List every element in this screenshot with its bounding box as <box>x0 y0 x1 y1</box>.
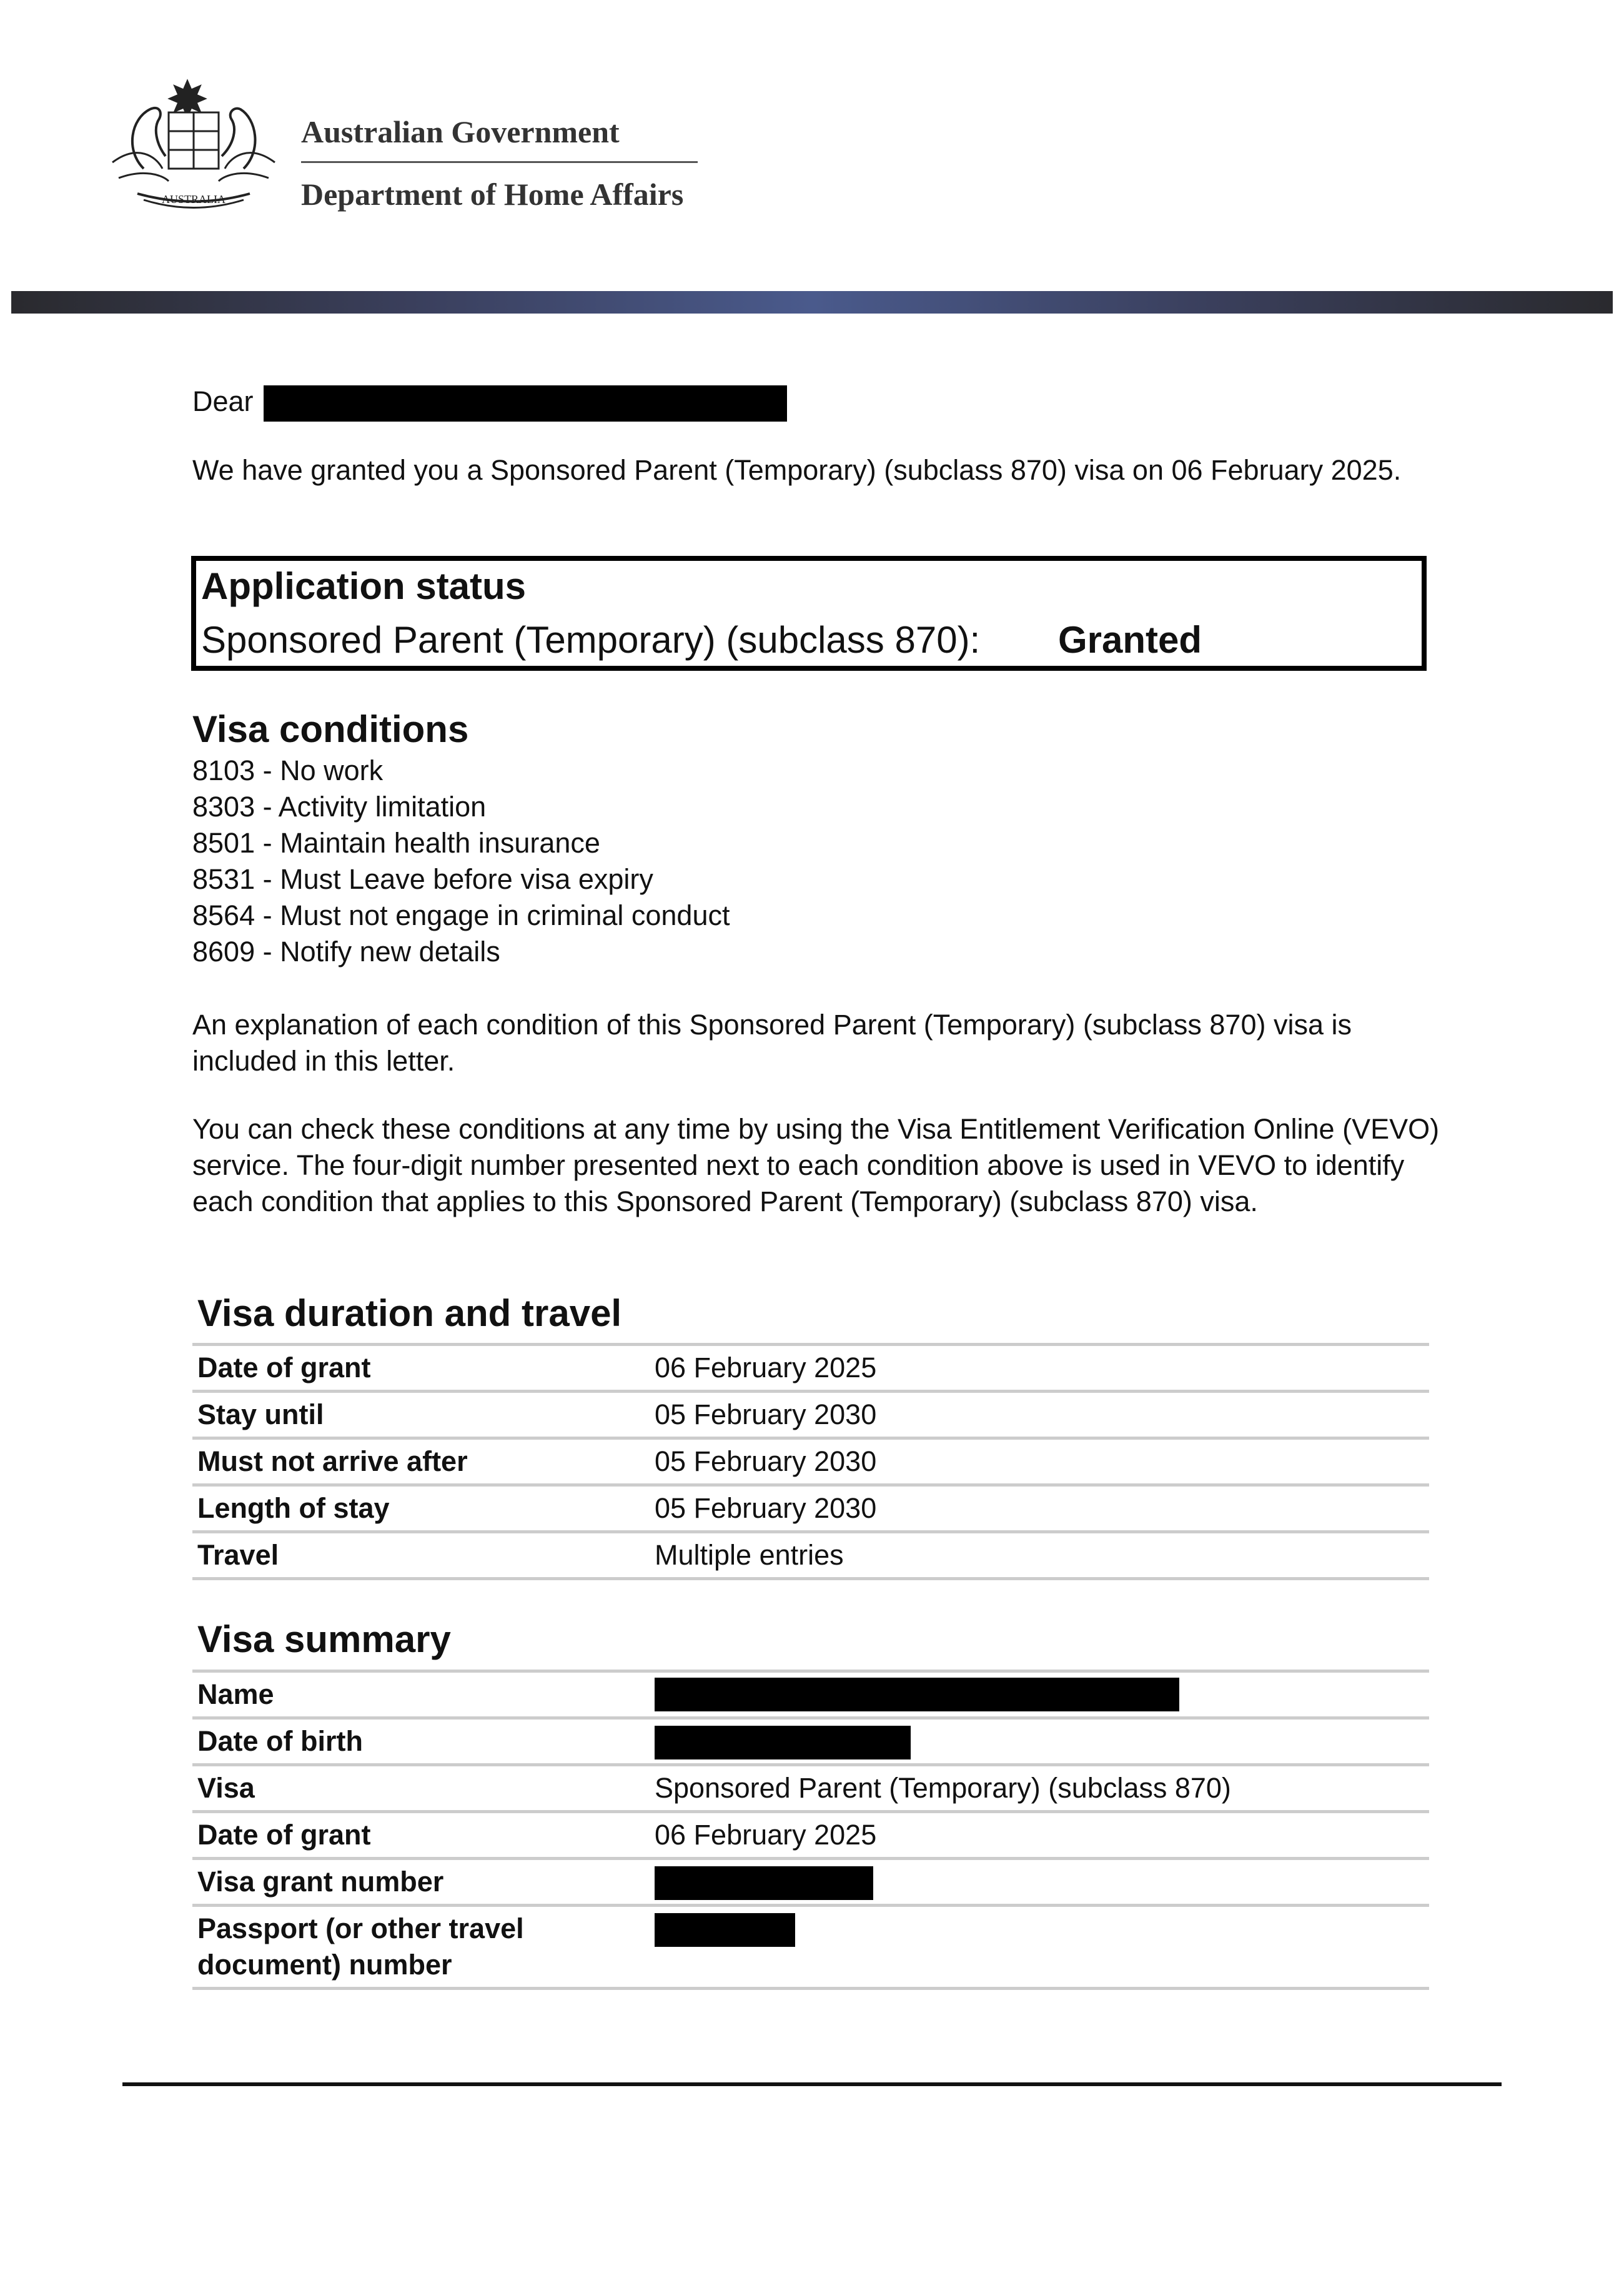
visa-conditions-title: Visa conditions <box>192 708 469 750</box>
application-status-title: Application status <box>201 565 527 607</box>
row-value: 05 February 2030 <box>655 1398 877 1430</box>
row-value: Multiple entries <box>655 1539 844 1571</box>
row-value: 06 February 2025 <box>655 1352 877 1383</box>
condition-item: 8564 - Must not engage in criminal conduct <box>192 899 730 931</box>
row-label: Date of grant <box>197 1352 371 1383</box>
table-row <box>192 1907 1429 1990</box>
footer-divider <box>122 2082 1502 2086</box>
summary-table-title: Visa summary <box>197 1618 451 1660</box>
table-row <box>192 1487 1429 1533</box>
row-value: Sponsored Parent (Temporary) (subclass 870) <box>655 1772 1231 1804</box>
duration-table-title: Visa duration and travel <box>197 1292 622 1334</box>
department-name: Department of Home Affairs <box>301 177 684 212</box>
row-value <box>655 1676 1179 1713</box>
row-label: Visa <box>197 1772 255 1804</box>
table-row <box>192 1860 1429 1907</box>
visa-conditions-list <box>192 753 730 970</box>
table-row <box>192 1440 1429 1487</box>
row-value: 05 February 2030 <box>655 1445 877 1477</box>
row-value: 06 February 2025 <box>655 1819 877 1851</box>
grant-intro: We have granted you a Sponsored Parent (Temporary) (subclass 870) visa on 06 February 2025. <box>192 454 1402 486</box>
table-row <box>192 1766 1429 1813</box>
row-label: Travel <box>197 1539 279 1571</box>
row-label: Must not arrive after <box>197 1445 468 1477</box>
header-banner <box>11 291 1613 314</box>
condition-item: 8609 - Notify new details <box>192 936 500 967</box>
row-label: Date of birth <box>197 1725 363 1757</box>
redacted-date-of-birth <box>655 1726 911 1759</box>
row-label: Length of stay <box>197 1492 390 1524</box>
row-label: Passport (or other travel document) number <box>197 1913 524 1981</box>
table-row <box>192 1720 1429 1766</box>
conditions-explanation: An explanation of each condition of this Sponsored Parent (Temporary) (subclass 870) visa is included in this letter. <box>192 1009 1352 1077</box>
condition-item: 8303 - Activity limitation <box>192 791 487 823</box>
redacted-visa-grant-number <box>655 1866 873 1900</box>
vevo-paragraph: You can check these conditions at any time by using the Visa Entitlement Verification Online (VEVO) service. The four-digit number presented next to each condition above is used in VEVO to identify each condition that applies to this Sponsored Parent (Temporary) (subclass 870) visa. <box>192 1113 1440 1217</box>
row-label: Date of grant <box>197 1819 371 1851</box>
row-label: Visa grant number <box>197 1866 444 1898</box>
condition-item: 8103 - No work <box>192 755 384 786</box>
condition-item: 8531 - Must Leave before visa expiry <box>192 863 653 895</box>
redacted-recipient-name <box>264 385 787 422</box>
redacted-passport-number <box>655 1913 795 1947</box>
row-label: Name <box>197 1678 274 1710</box>
table-row <box>192 1393 1429 1440</box>
salutation: Dear <box>192 385 254 417</box>
table-row <box>192 1346 1429 1393</box>
summary-table <box>192 1670 1429 1990</box>
condition-item: 8501 - Maintain health insurance <box>192 827 600 859</box>
row-value <box>655 1864 873 1900</box>
government-name: Australian Government <box>301 114 620 149</box>
coat-of-arms-icon <box>100 75 287 219</box>
svg-text:AUSTRALIA: AUSTRALIA <box>162 193 225 205</box>
application-status-label: Sponsored Parent (Temporary) (subclass 870): <box>201 619 981 661</box>
row-value <box>655 1723 911 1759</box>
application-status-value: Granted <box>1058 619 1202 661</box>
row-label: Stay until <box>197 1398 324 1430</box>
table-row <box>192 1533 1429 1580</box>
redacted-name <box>655 1678 1179 1711</box>
row-value <box>655 1911 795 1947</box>
header-divider <box>301 161 698 163</box>
row-value: 05 February 2030 <box>655 1492 877 1524</box>
duration-table <box>192 1343 1429 1580</box>
table-row <box>192 1813 1429 1860</box>
table-row <box>192 1673 1429 1720</box>
